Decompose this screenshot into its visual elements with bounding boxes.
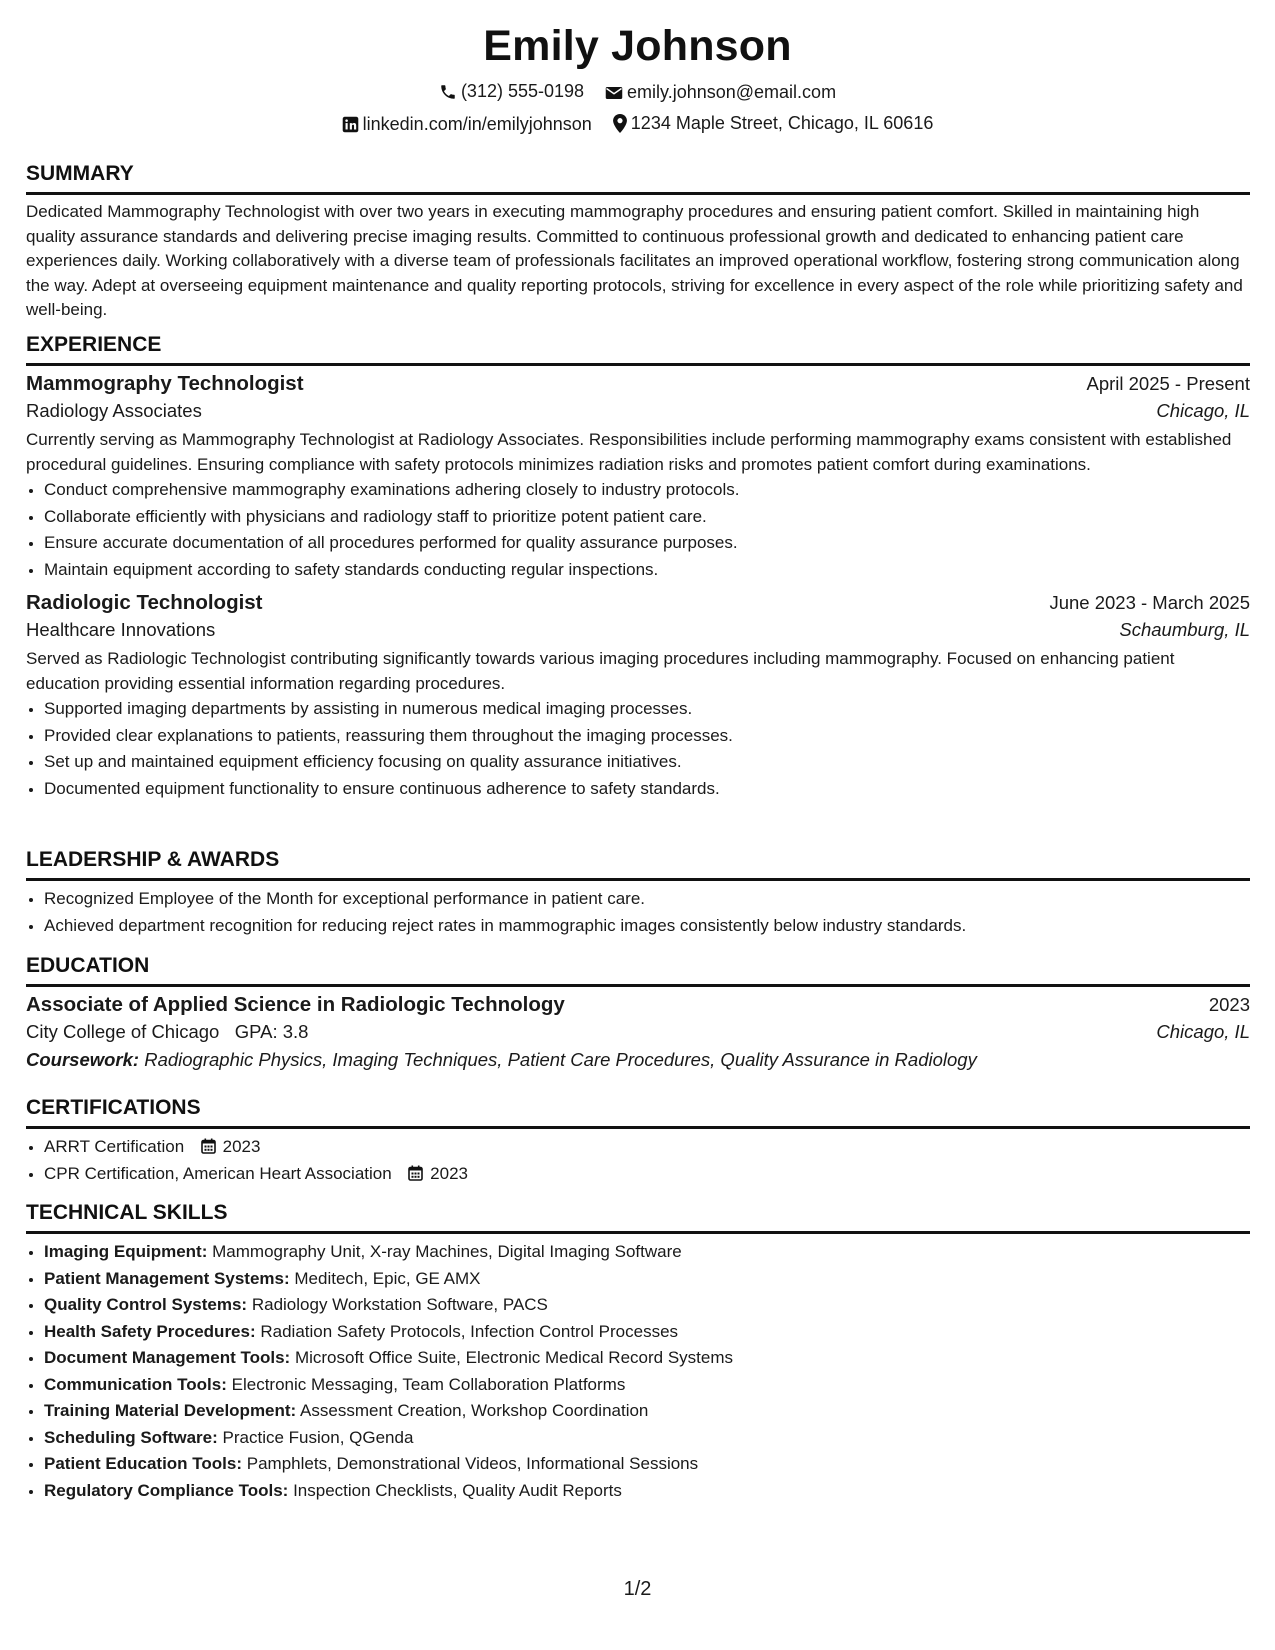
certification-year: 2023 <box>222 1137 261 1156</box>
certification-name: ARRT Certification <box>44 1137 185 1156</box>
job-description: Currently serving as Mammography Technologist at Radiology Associates. Responsibilities include performing mammography exams consistent with established procedural guidelines. Ensuring compliance with safety protocols minimizes radiation risks and promotes patient comfort during examinations. <box>26 430 1232 474</box>
school-line <box>26 1021 308 1043</box>
list-item: • Ensure accurate documentation of all procedures performed for quality assurance purposes. <box>44 530 1250 557</box>
list-item: • Collaborate efficiently with physicians and radiology staff to prioritize potent patient care. <box>44 504 1250 531</box>
list-item <box>44 1345 1250 1372</box>
address-contact <box>613 113 934 134</box>
list-item: • Provided clear explanations to patients, reassuring them throughout the imaging processes. <box>44 723 1250 750</box>
calendar-icon <box>201 1138 216 1154</box>
education-subheader <box>26 1021 1250 1043</box>
skill-value: Mammography Unit, X-ray Machines, Digital Imaging Software <box>212 1242 682 1261</box>
job-organization: Radiology Associates <box>26 400 202 421</box>
skills-section <box>26 1199 1250 1504</box>
skill-label: Health Safety Procedures: <box>44 1321 256 1341</box>
job-header <box>26 372 1250 396</box>
job-entry <box>26 372 1250 583</box>
job-bullets <box>26 477 1250 583</box>
job-description: Served as Radiologic Technologist contributing significantly towards various imaging procedures including mammography. Focused on enhancing patient education providing essential information regarding procedures. <box>26 649 1175 693</box>
school-location: Chicago, IL <box>1156 1021 1250 1042</box>
list-item: • Recognized Employee of the Month for exceptional performance in patient care. <box>44 886 1250 913</box>
linkedin-icon <box>342 116 359 133</box>
certifications-list <box>26 1134 1250 1187</box>
job-location: Chicago, IL <box>1156 400 1250 421</box>
coursework-line <box>26 1049 1250 1071</box>
skill-value: Inspection Checklists, Quality Audit Reports <box>293 1480 622 1500</box>
list-item: • Conduct comprehensive mammography examinations adhering closely to industry protocols. <box>44 477 1250 504</box>
job-organization: Healthcare Innovations <box>26 619 216 640</box>
list-item <box>44 1239 1250 1266</box>
page-number: 1/2 <box>623 1578 652 1600</box>
list-item: • Supported imaging departments by assisting in numerous medical imaging processes. <box>44 696 1250 723</box>
job-subheader <box>26 400 1250 422</box>
coursework-text: Radiographic Physics, Imaging Techniques, Patient Care Procedures, Quality Assurance in Radiology <box>144 1049 977 1070</box>
job-location: Schaumburg, IL <box>1119 619 1250 640</box>
job-header <box>26 591 1250 615</box>
list-item <box>44 1478 1250 1505</box>
skill-label: Training Material Development: <box>44 1401 297 1420</box>
certifications-section <box>26 1094 1250 1187</box>
map-pin-icon <box>613 114 627 133</box>
section-title: EXPERIENCE <box>26 331 1250 366</box>
email-contact[interactable] <box>605 82 836 103</box>
education-section <box>26 952 1250 1071</box>
list-item <box>44 1451 1250 1478</box>
school-name: City College of Chicago <box>26 1021 220 1042</box>
skill-value: Electronic Messaging, Team Collaboration Platforms <box>231 1374 626 1394</box>
phone-text: (312) 555-0198 <box>460 81 585 101</box>
section-title: LEADERSHIP & AWARDS <box>26 846 1250 881</box>
graduation-year: 2023 <box>1208 994 1250 1015</box>
skill-label: Quality Control Systems: <box>44 1295 248 1314</box>
skill-value: Assessment Creation, Workshop Coordination <box>300 1401 649 1420</box>
section-title: CERTIFICATIONS <box>26 1094 1250 1129</box>
skill-label: Patient Education Tools: <box>44 1454 243 1473</box>
job-dates: June 2023 - March 2025 <box>1049 592 1250 613</box>
skill-value: Radiology Workstation Software, PACS <box>251 1295 548 1314</box>
coursework-label: Coursework: <box>26 1049 140 1070</box>
envelope-icon <box>605 85 623 101</box>
job-entry <box>26 591 1250 802</box>
list-item <box>44 1134 1250 1161</box>
skill-label: Patient Management Systems: <box>44 1268 290 1288</box>
list-item: • Maintain equipment according to safety standards conducting regular inspections. <box>44 557 1250 584</box>
gpa: GPA: 3.8 <box>234 1021 309 1042</box>
section-title: SUMMARY <box>26 160 1250 195</box>
list-item <box>44 1292 1250 1319</box>
address-text: 1234 Maple Street, Chicago, IL 60616 <box>630 113 934 133</box>
skill-value: Meditech, Epic, GE AMX <box>294 1268 481 1288</box>
skill-value: Practice Fusion, QGenda <box>222 1427 414 1447</box>
certification-year: 2023 <box>430 1163 468 1183</box>
summary-text: Dedicated Mammography Technologist with over two years in executing mammography procedures and ensuring patient comfort. Skilled in maintaining high quality assurance standards and delivering precise imaging results. Committed to continuous professional growth and dedicated to enhancing patient care experiences daily. Working collaboratively with a diverse team of professionals facilitates an improved operational workflow, fostering strong communication along the way. Adept at overseeing equipment maintenance and quality reporting protocols, striving for excellence in every aspect of the role while prioritizing safety and well-being. <box>26 202 1243 319</box>
candidate-name: Emily Johnson <box>483 22 792 70</box>
section-title: EDUCATION <box>26 952 1250 987</box>
list-item: • Set up and maintained equipment efficiency focusing on quality assurance initiatives. <box>44 749 1250 776</box>
certification-name: CPR Certification, American Heart Association <box>44 1163 392 1183</box>
linkedin-contact[interactable] <box>342 114 592 135</box>
list-item <box>44 1319 1250 1346</box>
degree-title: Associate of Applied Science in Radiologic Technology <box>26 993 565 1016</box>
skill-label: Imaging Equipment: <box>44 1242 208 1261</box>
phone-contact <box>439 81 584 102</box>
list-item <box>44 1372 1250 1399</box>
education-header <box>26 993 1250 1017</box>
calendar-icon <box>408 1165 423 1181</box>
leadership-section <box>26 846 1250 939</box>
job-title: Mammography Technologist <box>26 372 304 395</box>
skill-value: Microsoft Office Suite, Electronic Medical Record Systems <box>294 1348 733 1367</box>
contact-row-primary <box>0 81 1275 106</box>
leadership-list <box>26 886 1250 939</box>
phone-icon <box>439 83 457 101</box>
contact-row-secondary <box>0 113 1275 138</box>
skill-label: Document Management Tools: <box>44 1348 291 1367</box>
job-subheader <box>26 619 1250 641</box>
list-item: • Documented equipment functionality to ensure continuous adherence to safety standards. <box>44 776 1250 803</box>
skill-label: Regulatory Compliance Tools: <box>44 1480 289 1500</box>
skill-label: Scheduling Software: <box>44 1427 218 1447</box>
list-item <box>44 1398 1250 1425</box>
list-item <box>44 1425 1250 1452</box>
skill-value: Radiation Safety Protocols, Infection Control Processes <box>260 1321 679 1341</box>
section-title: TECHNICAL SKILLS <box>26 1199 1250 1234</box>
experience-section <box>26 331 1250 802</box>
list-item: • Achieved department recognition for reducing reject rates in mammographic images consistently below industry standards. <box>44 913 1250 940</box>
linkedin-text[interactable]: linkedin.com/in/emilyjohnson <box>362 114 592 134</box>
email-text[interactable]: emily.johnson@email.com <box>627 82 837 102</box>
skills-list <box>26 1239 1250 1504</box>
list-item <box>44 1266 1250 1293</box>
list-item <box>44 1161 1250 1188</box>
job-dates: April 2025 - Present <box>1086 373 1250 394</box>
job-bullets <box>26 696 1250 802</box>
skill-value: Pamphlets, Demonstrational Videos, Informational Sessions <box>246 1454 699 1473</box>
summary-section <box>26 160 1250 323</box>
job-title: Radiologic Technologist <box>26 591 263 614</box>
skill-label: Communication Tools: <box>44 1374 227 1394</box>
